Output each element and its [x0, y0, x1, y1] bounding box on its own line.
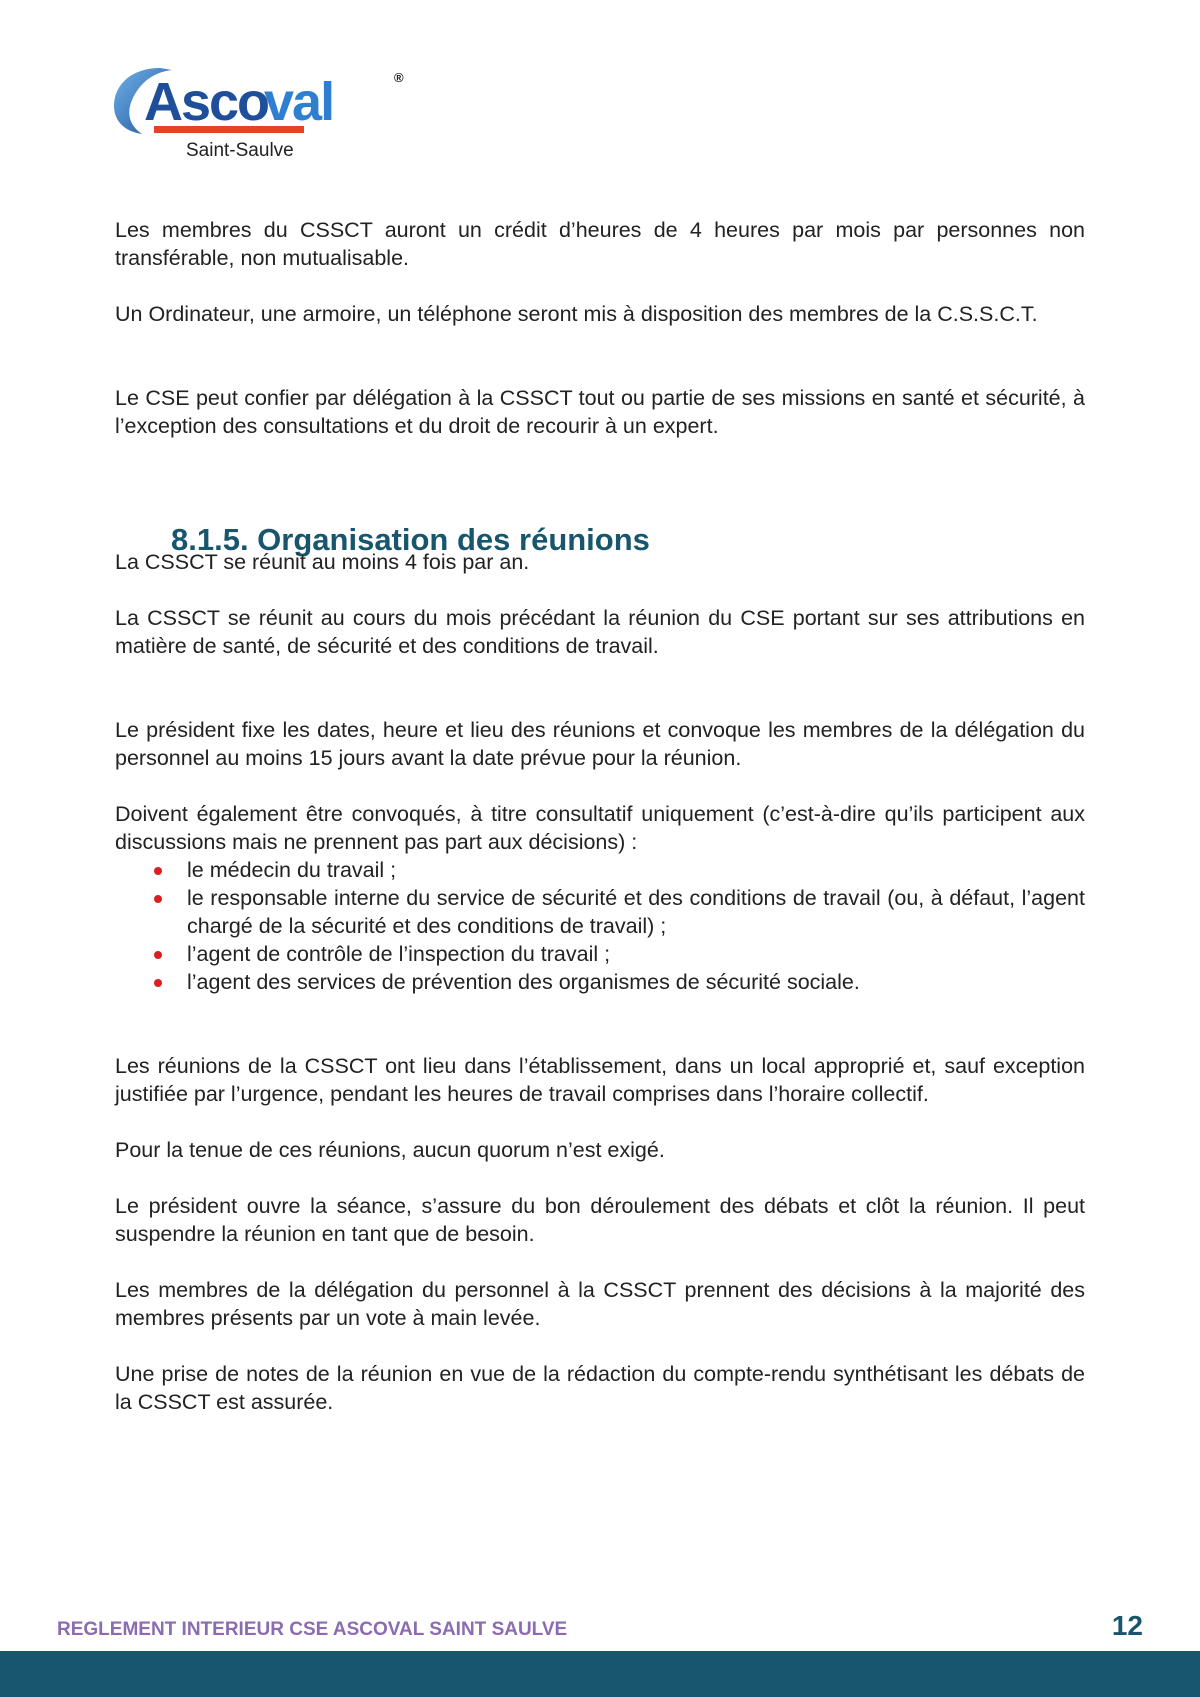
bullet-icon	[154, 867, 162, 875]
paragraph-president: Le président ouvre la séance, s’assure du bon déroulement des débats et clôt la réunion. Il peut suspendre la réunion en tant que de besoin.	[115, 1194, 1085, 1246]
section-heading: 8.1.5. Organisation des réunions	[171, 522, 650, 557]
svg-text:val: val	[264, 72, 334, 132]
bullet-icon	[154, 951, 162, 959]
list-item: l’agent des services de prévention des organismes de sécurité sociale.	[115, 968, 1085, 996]
paragraph-materiel: Un Ordinateur, une armoire, un téléphone seront mis à disposition des membres de la C.S.S.C.T.	[115, 302, 1038, 326]
list-item: le responsable interne du service de sécurité et des conditions de travail (ou, à défaut, l’agent chargé de la sécurité et des conditions de travail) ;	[115, 884, 1085, 940]
paragraph-invites: Doivent également être convoqués, à titre consultatif uniquement (c’est-à-dire qu’ils participent aux discussions mais ne prennent pas part aux décisions) :	[115, 802, 1085, 854]
bullet-icon	[154, 979, 162, 987]
paragraph-credit-heures: Les membres du CSSCT auront un crédit d’heures de 4 heures par mois par personnes non transférable, non mutualisable.	[115, 218, 1085, 270]
paragraph-delegation: Le CSE peut confier par délégation à la CSSCT tout ou partie de ses missions en santé et sécurité, à l’exception des consultations et du droit de recourir à un expert.	[115, 386, 1085, 438]
paragraph-calendrier: La CSSCT se réunit au cours du mois précédant la réunion du CSE portant sur ses attributions en matière de santé, de sécurité et des conditions de travail.	[115, 606, 1085, 658]
list-item: le médecin du travail ;	[115, 856, 1085, 884]
logo-subtitle: Saint-Saulve	[186, 140, 294, 161]
footer-title: REGLEMENT INTERIEUR CSE ASCOVAL SAINT SAULVE	[57, 1619, 568, 1640]
page-number: 12	[1111, 1610, 1143, 1641]
paragraph-convocation: Le président fixe les dates, heure et lieu des réunions et convoque les membres de la délégation du personnel au moins 15 jours avant la date prévue pour la réunion.	[115, 718, 1085, 770]
document-body	[115, 216, 1085, 1416]
paragraph-quorum: Pour la tenue de ces réunions, aucun quorum n’est exigé.	[115, 1138, 665, 1162]
list-item: l’agent de contrôle de l’inspection du travail ;	[115, 940, 1085, 968]
paragraph-lieu: Les réunions de la CSSCT ont lieu dans l’établissement, dans un local approprié et, sauf exception justifiée par l’urgence, pendant les heures de travail comprises dans l’horaire collectif.	[115, 1054, 1085, 1106]
bullet-list	[115, 856, 1085, 996]
footer-bar	[0, 1651, 1200, 1697]
svg-text:®: ®	[394, 70, 404, 85]
paragraph-frequence: La CSSCT se réunit au moins 4 fois par an.	[115, 550, 530, 574]
bullet-icon	[154, 895, 162, 903]
svg-text:Asco: Asco	[144, 72, 269, 132]
paragraph-vote: Les membres de la délégation du personnel à la CSSCT prennent des décisions à la majorité des membres présents par un vote à main levée.	[115, 1278, 1085, 1330]
paragraph-compte-rendu: Une prise de notes de la réunion en vue de la rédaction du compte-rendu synthétisant les débats de la CSSCT est assurée.	[115, 1362, 1085, 1414]
